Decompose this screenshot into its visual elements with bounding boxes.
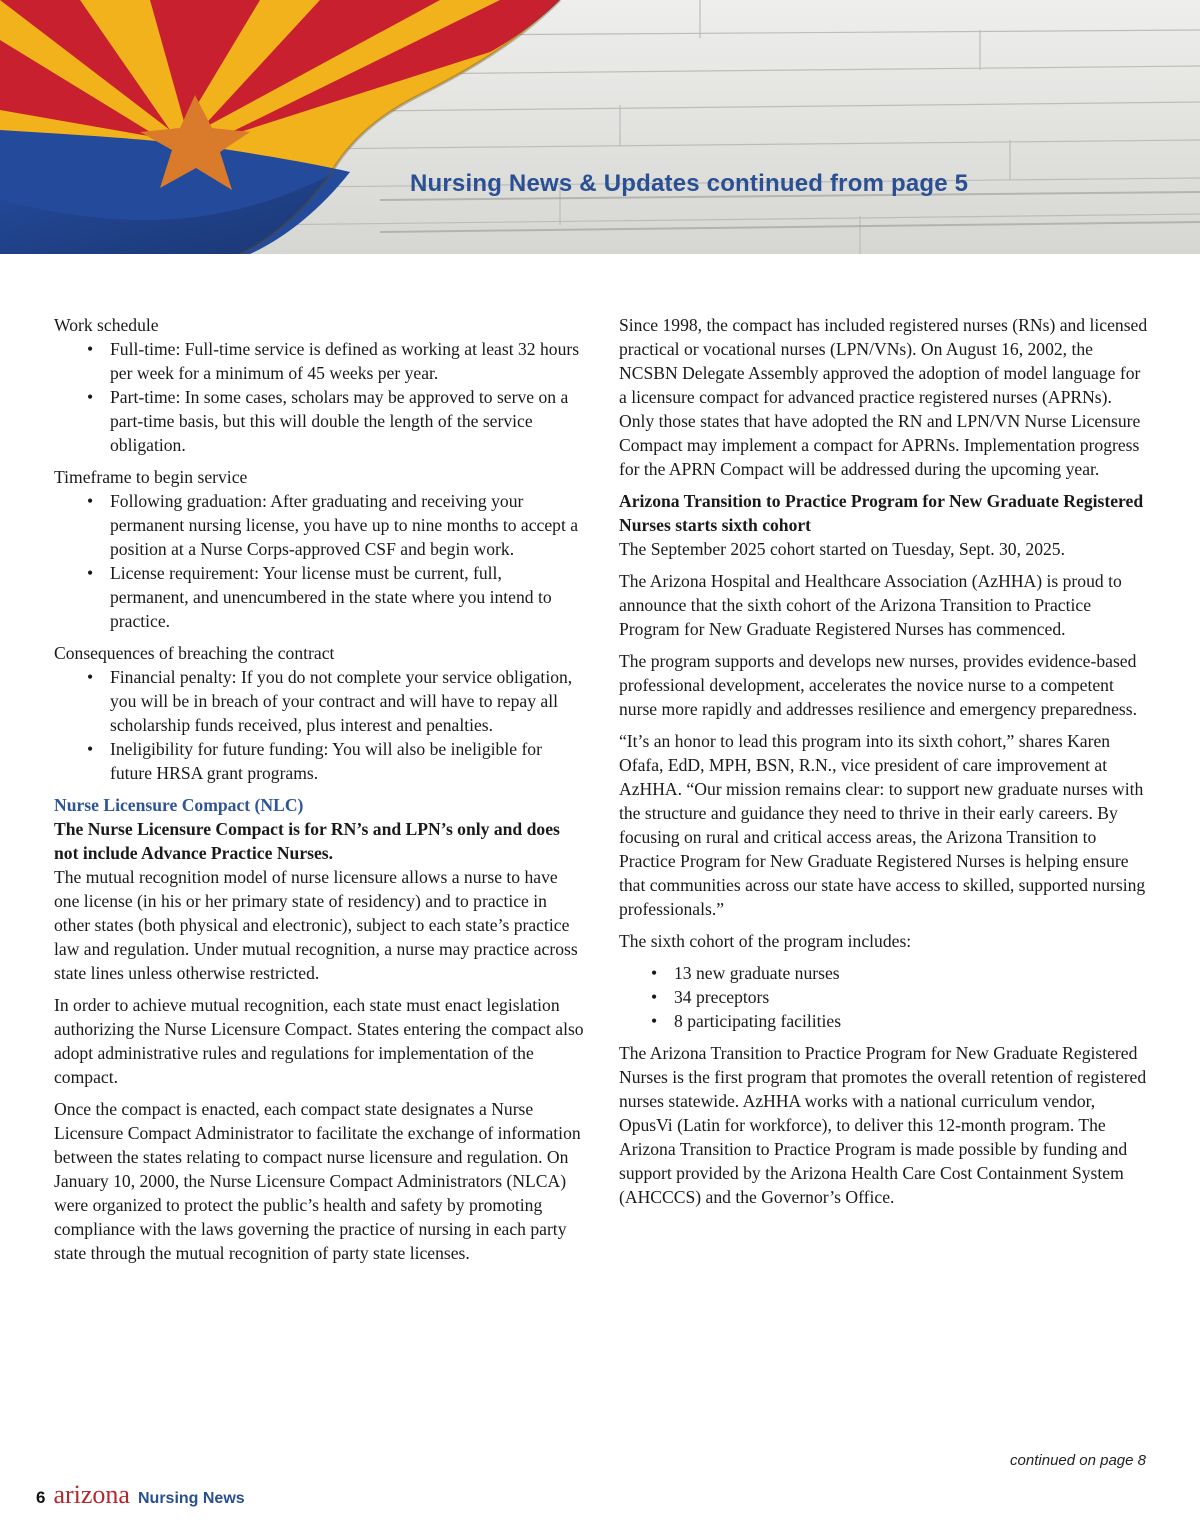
list-item: • Part-time: In some cases, scholars may be approved to serve on a part-time basis, but this will double the length of the service obligation. <box>110 385 584 457</box>
publication-name: Nursing News <box>137 1490 245 1507</box>
nlc-paragraph: In order to achieve mutual recognition, each state must enact legislation authorizing the Nurse Licensure Compact. States entering the compact also adopt administrative rules and regulations for implementation of the compact. <box>54 995 584 1087</box>
consequences-label: Consequences of breaching the contract <box>54 643 335 663</box>
right-column <box>619 313 1149 1217</box>
cohort-start-text: The September 2025 cohort started on Tuesday, Sept. 30, 2025. <box>619 539 1065 559</box>
page-number: 6 <box>36 1488 46 1507</box>
list-item: • Financial penalty: If you do not complete your service obligation, you will be in breach of your contract and will have to repay all scholarship funds received, plus interest and penalties. <box>110 665 584 737</box>
work-schedule-list <box>54 337 584 457</box>
page-title: Nursing News & Updates continued from page 5 <box>410 170 969 197</box>
list-item: • License requirement: Your license must be current, full, permanent, and unencumbered in the state where you intend to practice. <box>110 561 584 633</box>
ttp-paragraph: The program supports and develops new nurses, provides evidence-based professional development, accelerates the novice nurse to a competent nurse more rapidly and addresses resilience and emergency preparedness. <box>619 651 1137 719</box>
work-schedule-label: Work schedule <box>54 315 159 335</box>
ttp-paragraph: The Arizona Transition to Practice Program for New Graduate Registered Nurses is the first program that promotes the overall retention of registered nurses statewide. AzHHA works with a national curriculum vendor, OpusVi (Latin for workforce), to deliver this 12-month program. The Arizona Transition to Practice Program is made possible by funding and support provided by the Arizona Health Care Cost Containment System (AHCCCS) and the Governor’s Office. <box>619 1043 1147 1207</box>
ttp-heading: Arizona Transition to Practice Program for New Graduate Registered Nurses starts sixth cohort <box>619 491 1144 535</box>
list-item: • 8 participating facilities <box>674 1009 1149 1033</box>
left-column <box>54 313 584 1273</box>
aprn-compact-paragraph: Since 1998, the compact has included registered nurses (RNs) and licensed practical or vocational nurses (LPN/VNs). On August 16, 2002, the NCSBN Delegate Assembly approved the adoption of model language for a licensure compact for advanced practice registered nurses (APRNs). Only those states that have adopted the RN and LPN/VN Nurse Licensure Compact may implement a compact for APRNs. Implementation progress for the APRN Compact will be addressed during the upcoming year. <box>619 315 1148 479</box>
list-item: • 34 preceptors <box>674 985 1149 1009</box>
ttp-paragraph: The Arizona Hospital and Healthcare Association (AzHHA) is proud to announce that the sixth cohort of the Arizona Transition to Practice Program for New Graduate Registered Nurses has commenced. <box>619 571 1122 639</box>
cohort-includes-list <box>619 961 1149 1033</box>
nlc-section-title: Nurse Licensure Compact (NLC) <box>54 795 304 815</box>
publication-logo-state: arizona <box>53 1480 130 1509</box>
arizona-flag-wood-image <box>0 0 1200 254</box>
list-item: • Following graduation: After graduating and receiving your permanent nursing license, you have up to nine months to accept a position at a Nurse Corps-approved CSF and begin work. <box>110 489 584 561</box>
quote-paragraph: “It’s an honor to lead this program into its sixth cohort,” shares Karen Ofafa, EdD, MPH, BSN, R.N., vice president of care improvement at AzHHA. “Our mission remains clear: to support new graduate nurses with the structure and guidance they need to thrive in their early careers. By focusing on rural and critical access areas, the Arizona Transition to Practice Program for New Graduate Registered Nurses is helping ensure that communities across our state have access to skilled, supported nursing professionals.” <box>619 731 1146 919</box>
header-banner <box>0 0 1200 254</box>
list-item: • Ineligibility for future funding: You will also be ineligible for future HRSA grant programs. <box>110 737 584 785</box>
nlc-subtitle: The Nurse Licensure Compact is for RN’s and LPN’s only and does not include Advance Practice Nurses. <box>54 819 560 863</box>
timeframe-label: Timeframe to begin service <box>54 467 248 487</box>
timeframe-list <box>54 489 584 633</box>
includes-label: The sixth cohort of the program includes: <box>619 931 912 951</box>
list-item: • 13 new graduate nurses <box>674 961 1149 985</box>
list-item: • Full-time: Full-time service is defined as working at least 32 hours per week for a minimum of 45 weeks per year. <box>110 337 584 385</box>
nlc-paragraph: Once the compact is enacted, each compact state designates a Nurse Licensure Compact Administrator to facilitate the exchange of information between the states relating to compact nurse licensure and regulation. On January 10, 2000, the Nurse Licensure Compact Administrators (NLCA) were organized to protect the public’s health and safety by promoting compliance with the laws governing the practice of nursing in each party state through the mutual recognition of party state licenses. <box>54 1099 581 1263</box>
page-footer <box>36 1480 245 1510</box>
continued-link[interactable]: continued on page 8 <box>1010 1452 1146 1469</box>
nlc-paragraph: The mutual recognition model of nurse licensure allows a nurse to have one license (in his or her primary state of residency) and to practice in other states (both physical and electronic), subject to each state’s practice law and regulation. Under mutual recognition, a nurse may practice across state lines unless otherwise restricted. <box>54 867 578 983</box>
consequences-list <box>54 665 584 785</box>
